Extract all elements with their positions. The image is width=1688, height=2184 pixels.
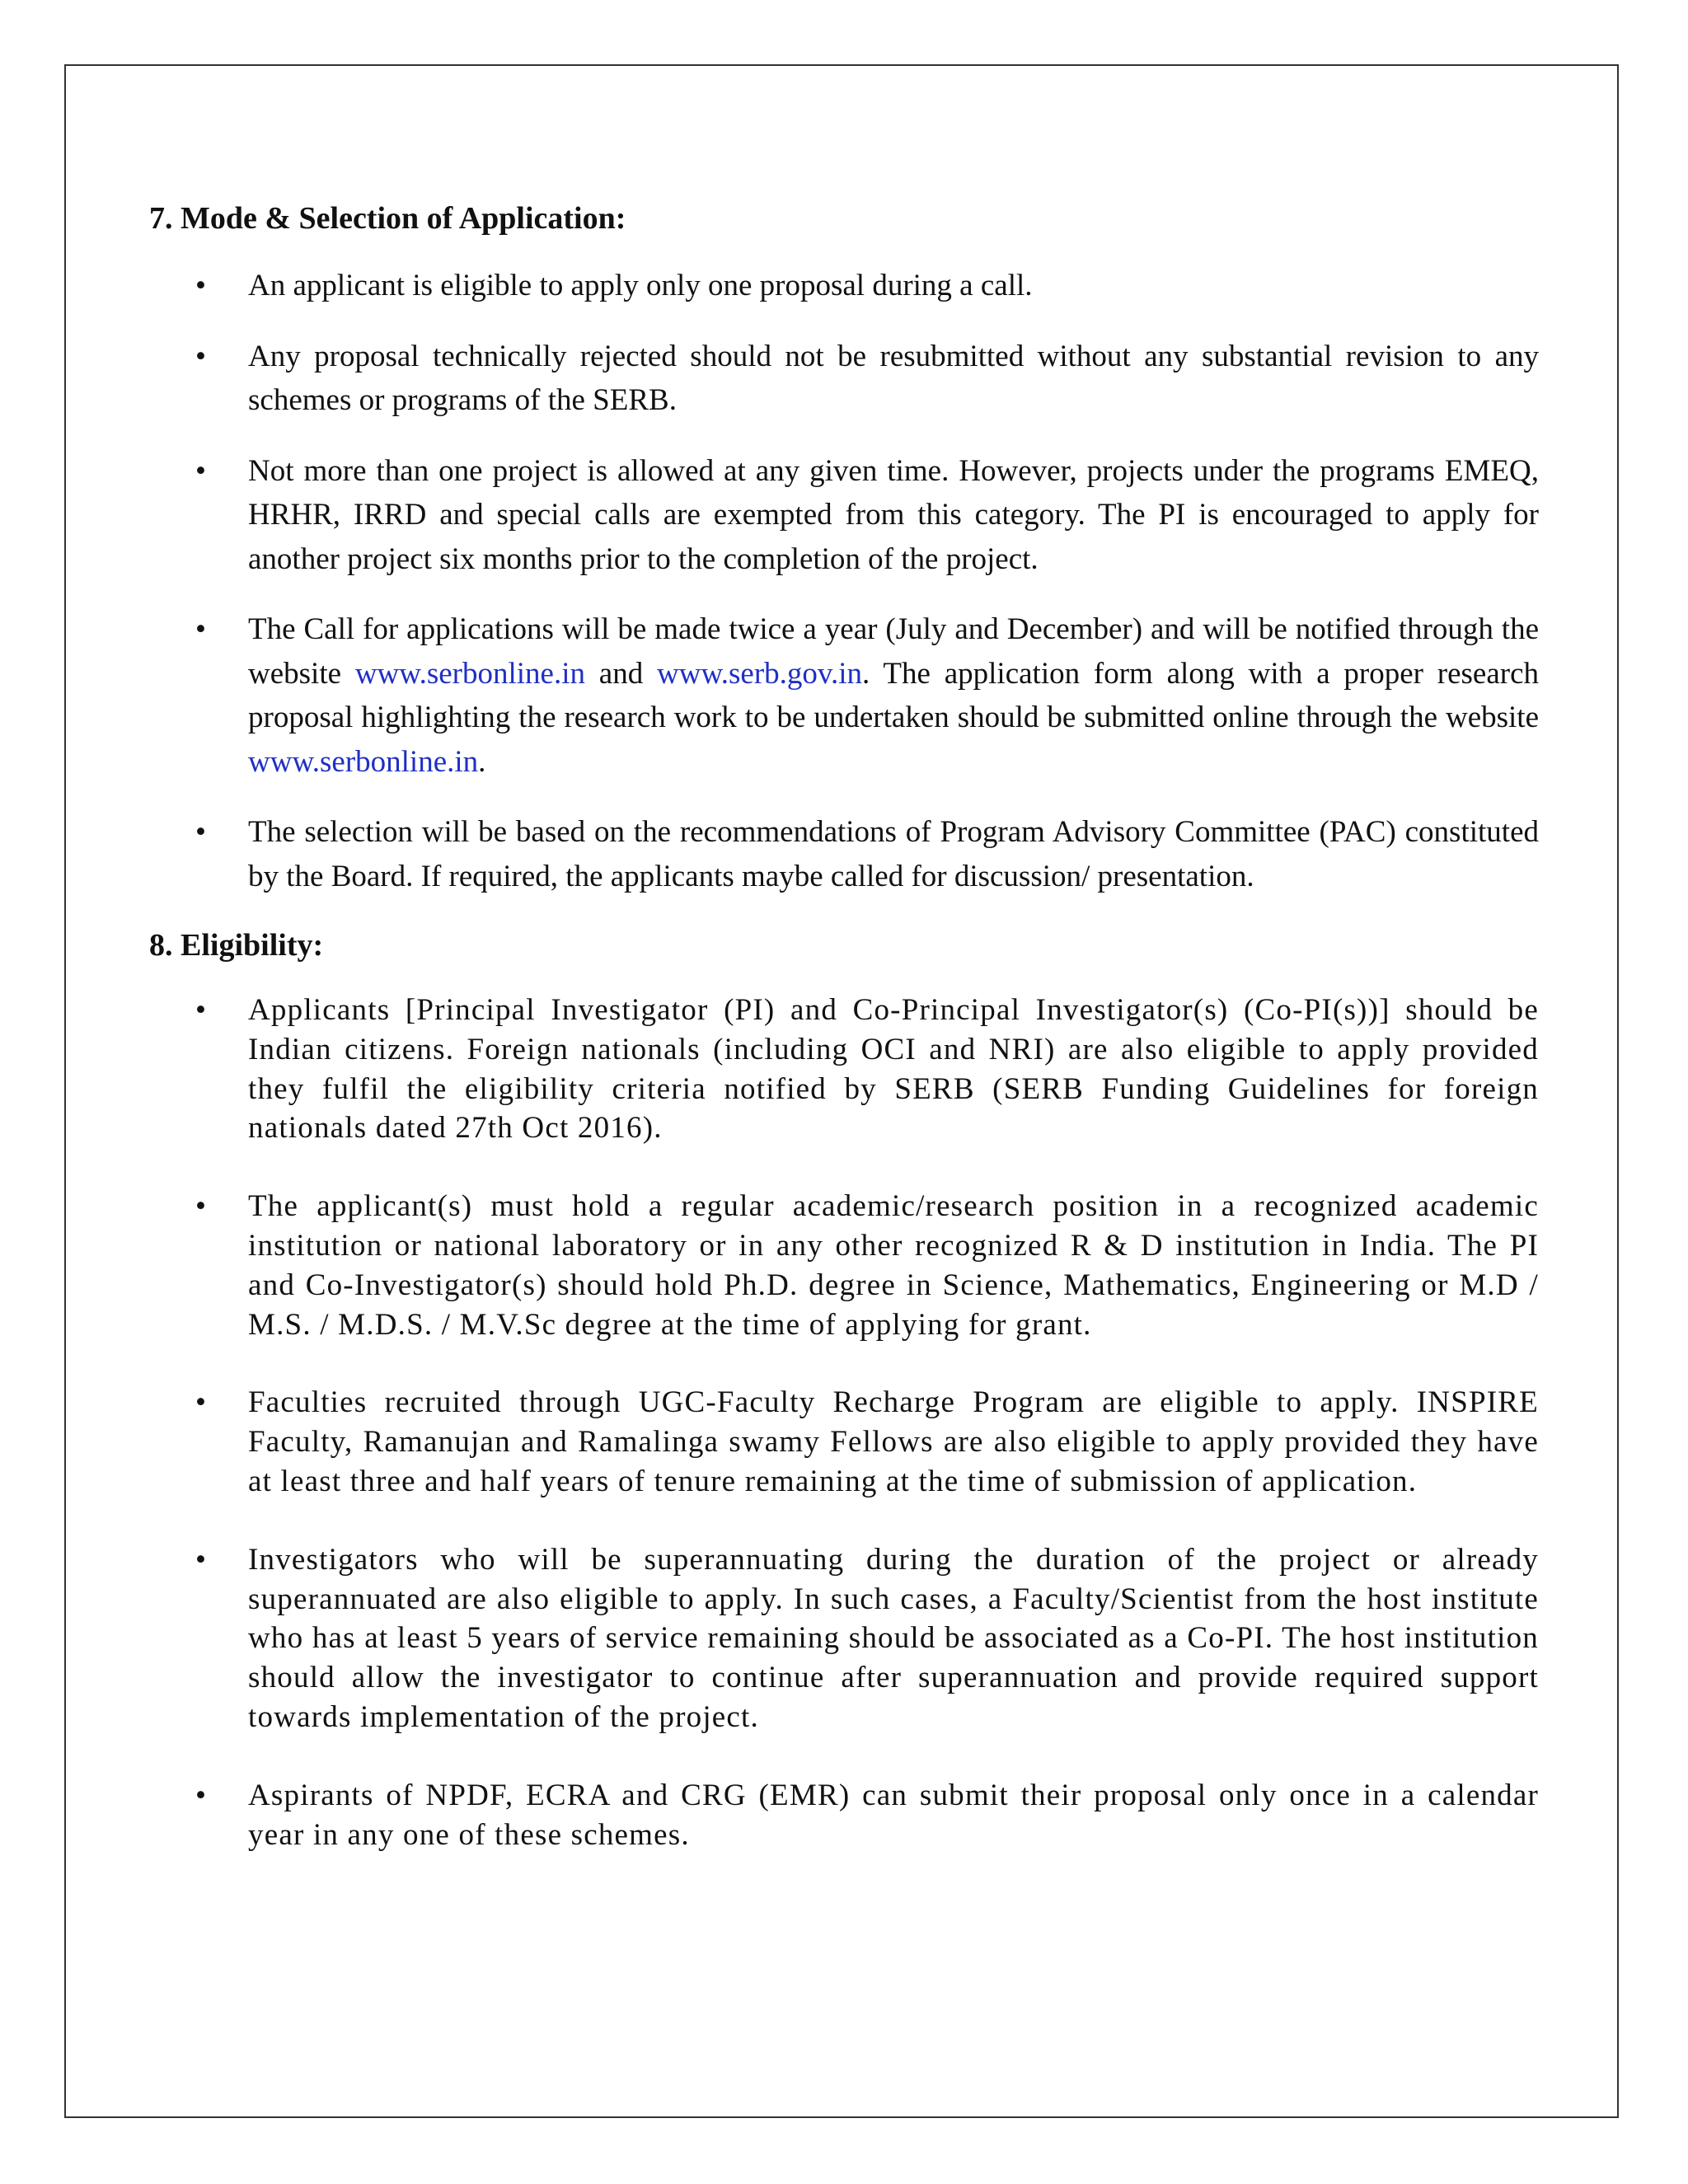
text-fragment: The Call for applications will be made twice a year (July and December) and will be notified through the website	[248, 612, 1539, 691]
list-item-text: Not more than one project is allowed at any given time. However, projects under the programs EMEQ, HRHR, IRRD and special calls are exempted from this category. The PI is encouraged to apply for another project six months prior to the completion of the project.	[248, 453, 1539, 576]
list-item	[149, 607, 1539, 784]
section-7-list	[149, 264, 1539, 898]
text-fragment: .	[478, 744, 486, 779]
text-fragment: . The application form along with a proper research proposal highlighting the research work to be undertaken should be submitted online through the website	[248, 656, 1539, 734]
list-item-text: Investigators who will be superannuating during the duration of the project or already superannuated are also eligible to apply. In such cases, a Faculty/Scientist from the host institute who has at least 5 years of service remaining should be associated as a Co-PI. The host institution should allow the investigator to continue after superannuation and provide required support towards implementation of the project.	[248, 1542, 1539, 1734]
bullet-icon: •	[195, 993, 206, 1027]
list-item-text: An applicant is eligible to apply only one proposal during a call.	[248, 269, 1033, 302]
list-item	[149, 335, 1539, 423]
list-item	[149, 449, 1539, 582]
list-item	[149, 1383, 1539, 1501]
list-item-text: Applicants [Principal Investigator (PI) and Co-Principal Investigator(s) (Co-PI(s))] should be Indian citizens. Foreign nationals (including OCI and NRI) are also eligible to apply provided they fulfil the eligibility criteria notified by SERB (SERB Funding Guidelines for foreign nationals dated 27th Oct 2016).	[248, 993, 1539, 1146]
bullet-icon: •	[195, 1385, 206, 1420]
section-8-list	[149, 991, 1539, 1854]
section-eligibility	[149, 925, 1539, 1854]
bullet-icon: •	[195, 1542, 206, 1577]
bullet-icon: •	[195, 453, 206, 488]
bullet-icon: •	[195, 612, 206, 646]
bullet-icon: •	[195, 815, 206, 849]
list-item-text: Faculties recruited through UGC-Faculty Recharge Program are eligible to apply. INSPIRE Faculty, Ramanujan and Ramalinga swamy Fellows are also eligible to apply provided they have at least three and half years of tenure remaining at the time of submission of application.	[248, 1385, 1539, 1498]
bullet-icon: •	[195, 1189, 206, 1224]
section-7-title: 7. Mode & Selection of Application:	[149, 201, 626, 236]
list-item-text: Any proposal technically rejected should not be resubmitted without any substantial revision to any schemes or programs of the SERB.	[248, 339, 1539, 417]
list-item	[149, 1776, 1539, 1855]
section-8-title: 8. Eligibility:	[149, 928, 324, 963]
bullet-icon: •	[195, 269, 206, 302]
document-body	[149, 198, 1539, 1893]
list-item-text: Aspirants of NPDF, ECRA and CRG (EMR) can submit their proposal only once in a calendar year in any one of these schemes.	[248, 1778, 1539, 1852]
list-item	[149, 264, 1539, 308]
list-item-text	[248, 612, 1539, 779]
list-item	[149, 991, 1539, 1148]
list-item	[149, 1187, 1539, 1344]
list-item-text: The applicant(s) must hold a regular academic/research position in a recognized academic institution or national laboratory or in any other recognized R & D institution in India. The PI and Co-Investigator(s) should hold Ph.D. degree in Science, Mathematics, Engineering or M.D / M.S. / M.D.S. / M.V.Sc degree at the time of applying for grant.	[248, 1189, 1539, 1342]
serbonline-link-2[interactable]: www.serbonline.in	[248, 744, 479, 779]
list-item	[149, 1540, 1539, 1737]
list-item-text: The selection will be based on the recommendations of Program Advisory Committee (PAC) constituted by the Board. If required, the applicants maybe called for discussion/ presentation.	[248, 815, 1539, 893]
section-mode-selection	[149, 198, 1539, 898]
list-item	[149, 810, 1539, 898]
serbonline-link[interactable]: www.serbonline.in	[354, 656, 585, 691]
text-fragment: and	[585, 656, 658, 691]
bullet-icon: •	[195, 1778, 206, 1812]
serb-gov-link[interactable]: www.serb.gov.in	[657, 656, 863, 691]
bullet-icon: •	[195, 339, 206, 373]
